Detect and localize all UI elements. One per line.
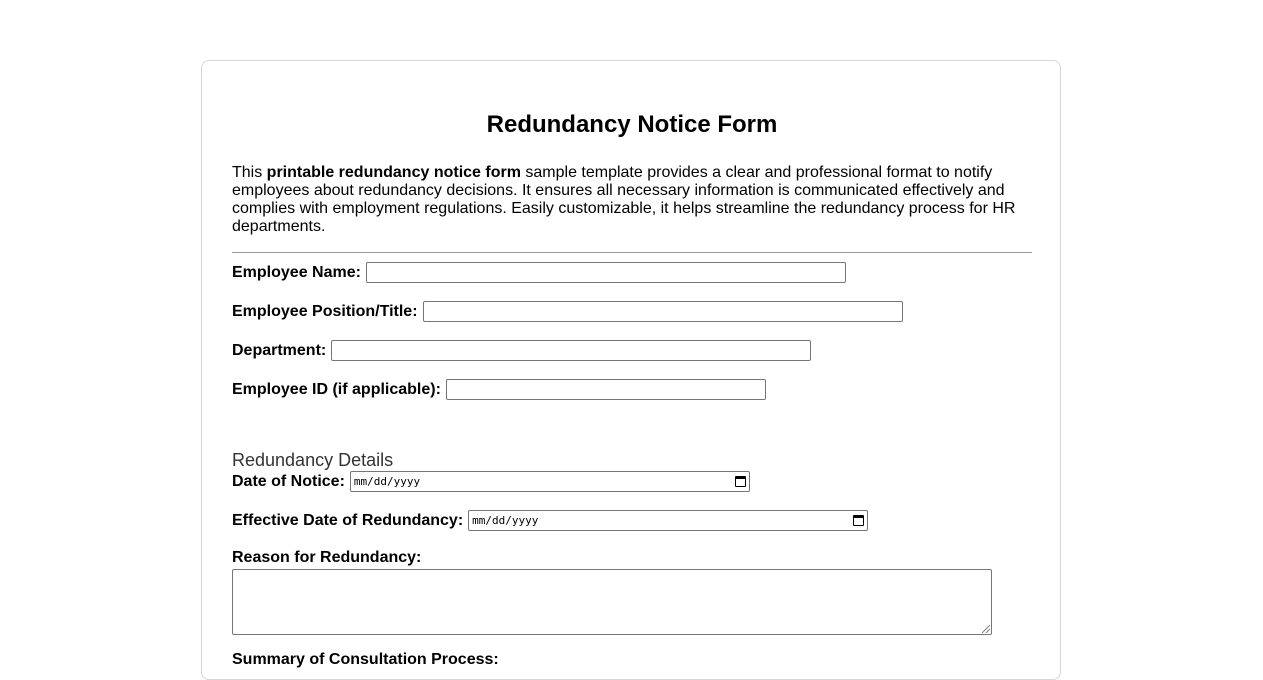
effective-date-row [232, 510, 868, 531]
intro-paragraph [232, 164, 1032, 236]
divider [232, 252, 1032, 253]
employee-id-row [232, 379, 766, 400]
intro-suffix: sample template provides a clear and professional format to notify employees about redundancy decisions. It ensures all necessary information is communicated effectively and complies with employment regulations. Easily customizable, it helps streamline the redundancy process for HR departments. [232, 164, 1016, 235]
date-of-notice-label: Date of Notice: [232, 472, 345, 490]
effective-date-label: Effective Date of Redundancy: [232, 511, 464, 529]
employee-name-row [232, 262, 846, 283]
calendar-icon[interactable] [735, 476, 746, 487]
employee-id-label: Employee ID (if applicable): [232, 380, 441, 398]
effective-date-placeholder: mm/dd/yyyy [472, 514, 539, 527]
department-label: Department: [232, 341, 327, 359]
resize-grip-icon[interactable] [982, 625, 990, 633]
intro-bold: printable redundancy notice form [266, 164, 521, 181]
employee-position-row [232, 301, 903, 322]
calendar-icon[interactable] [853, 515, 864, 526]
employee-name-input[interactable] [366, 262, 846, 283]
consultation-label: Summary of Consultation Process: [232, 651, 499, 668]
department-input[interactable] [331, 340, 811, 361]
employee-id-input[interactable] [446, 379, 766, 400]
section-heading-redundancy: Redundancy Details [232, 450, 394, 470]
page-title: Redundancy Notice Form [486, 111, 778, 138]
employee-position-input[interactable] [423, 301, 903, 322]
intro-prefix: This [232, 164, 267, 181]
date-of-notice-row [232, 471, 750, 492]
department-row [232, 340, 811, 361]
reason-label: Reason for Redundancy: [232, 549, 422, 566]
reason-textarea[interactable] [232, 569, 992, 635]
form-card [201, 60, 1061, 680]
employee-position-label: Employee Position/Title: [232, 302, 418, 320]
date-of-notice-input[interactable] [350, 471, 750, 492]
reason-label-row [232, 549, 426, 567]
date-of-notice-placeholder: mm/dd/yyyy [353, 475, 421, 488]
employee-name-label: Employee Name: [232, 263, 361, 281]
effective-date-input[interactable] [468, 510, 868, 531]
